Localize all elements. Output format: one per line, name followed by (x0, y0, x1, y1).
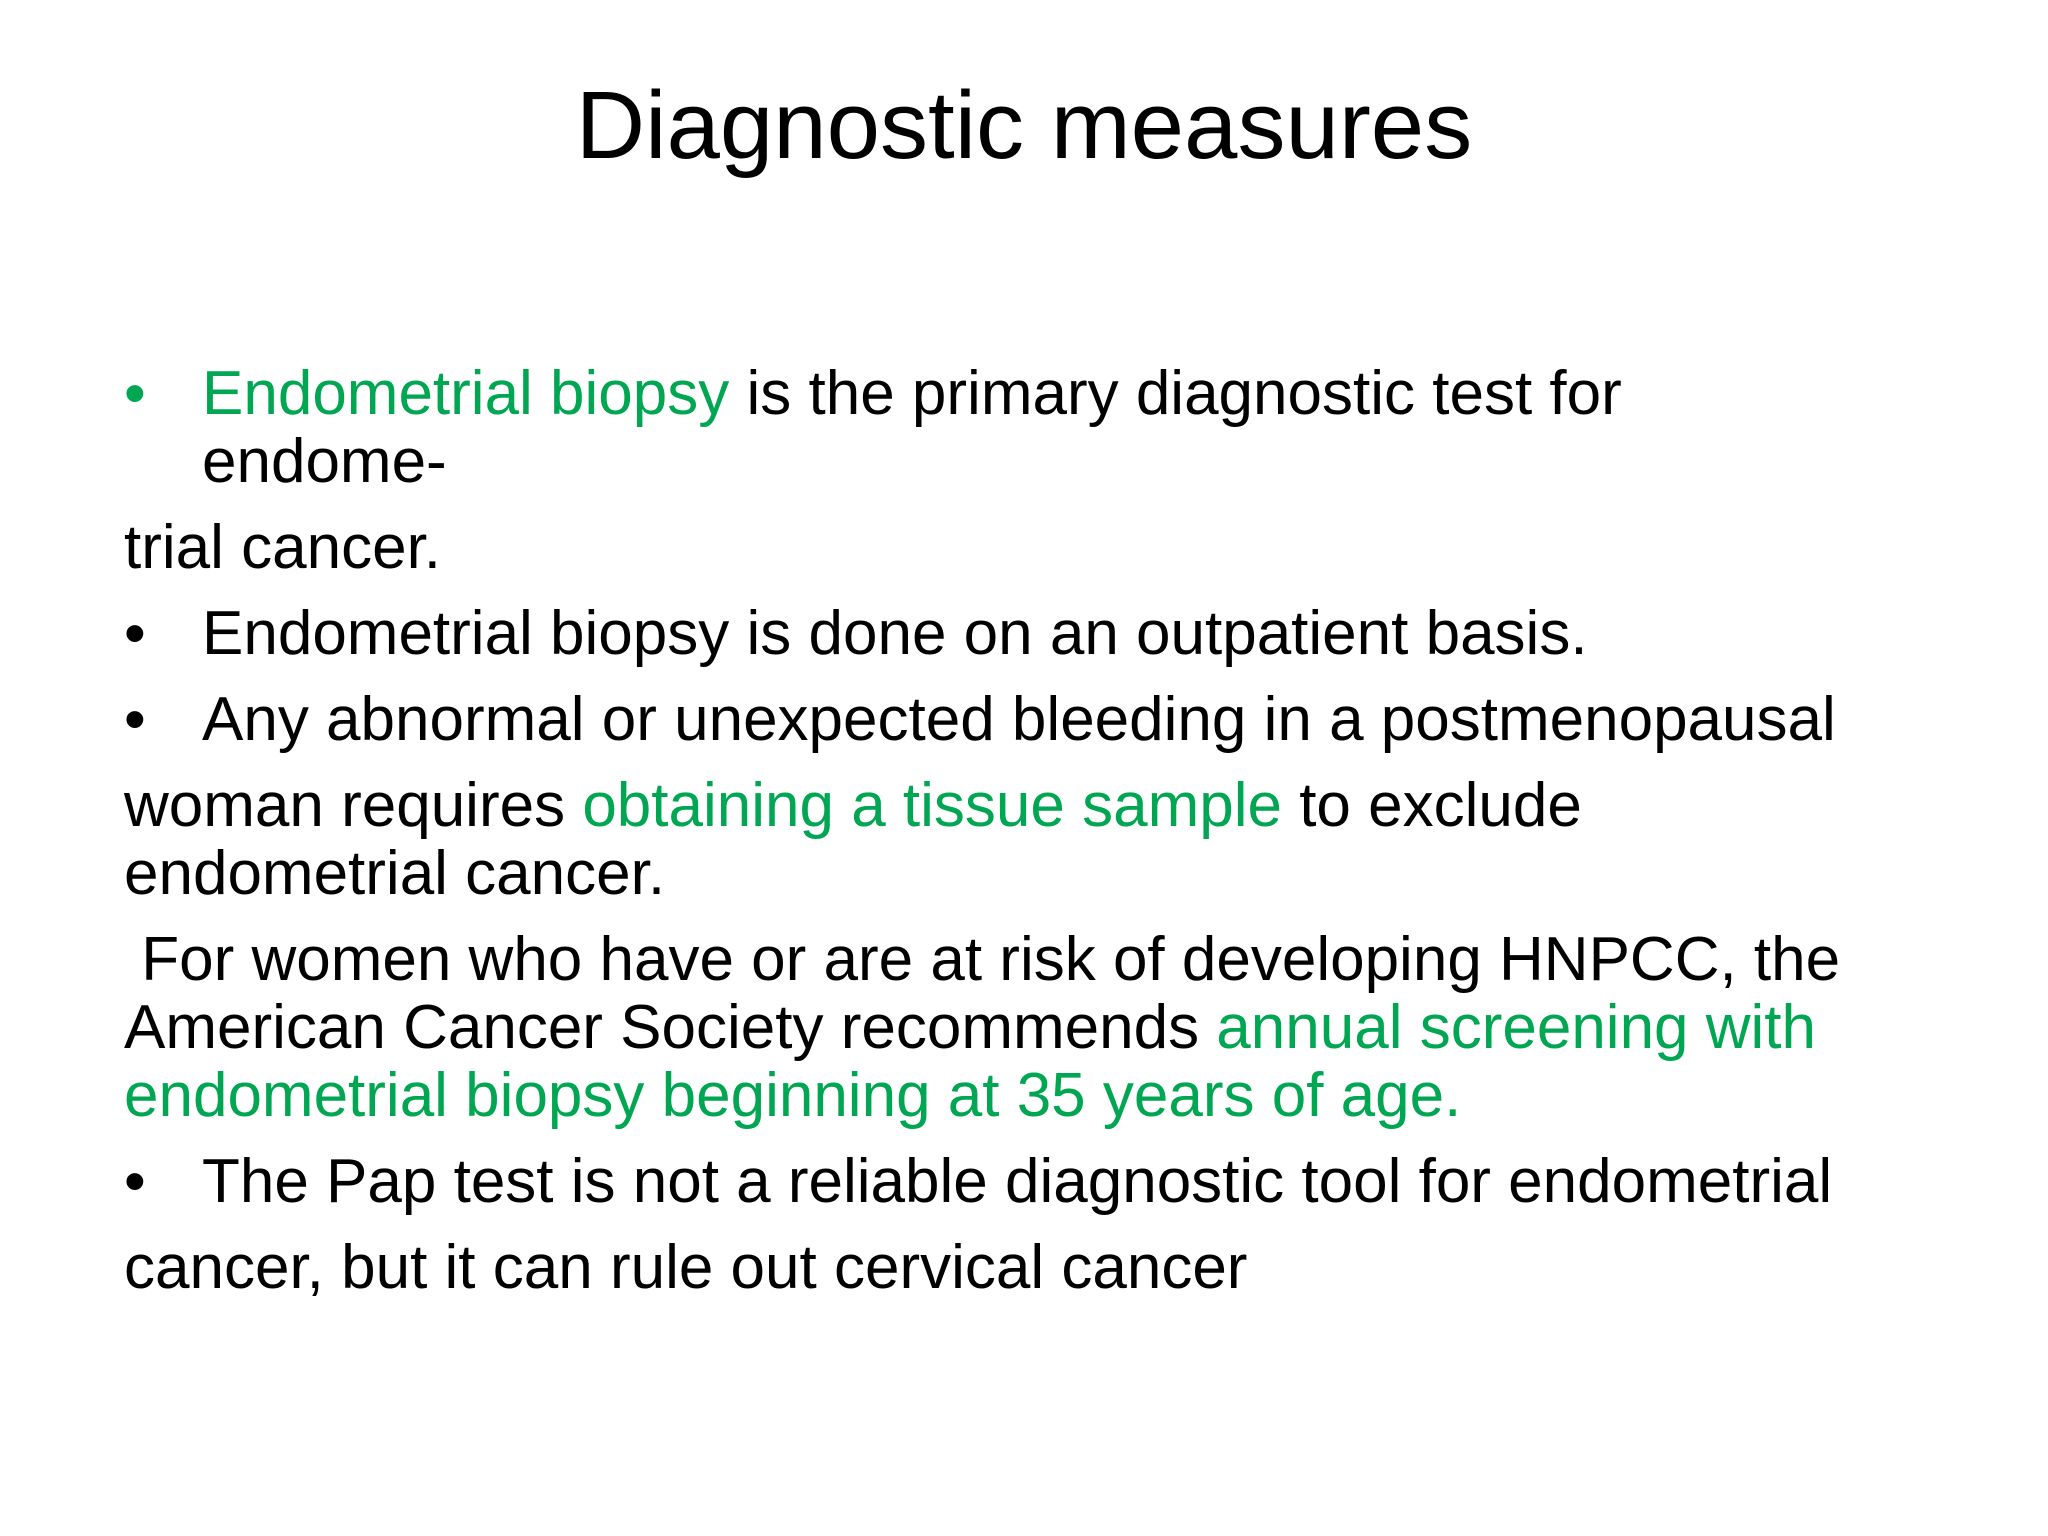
bullet-item-outpatient (124, 600, 1984, 668)
paragraph-hnpcc: For women who have or are at risk of developing HNPCC, the (124, 925, 1841, 994)
bullet-text: The Pap test is not a reliable diagnostic tool for endometrial (202, 1147, 1833, 1216)
paragraph-line (124, 994, 1984, 1062)
paragraph-continuation: cancer, but it can rule out cervical cancer (124, 1233, 1248, 1302)
highlight-tissue-sample: obtaining a tissue sample (582, 771, 1282, 840)
bullet-icon: • (124, 599, 146, 668)
highlight-annual-screening: annual screening with (1216, 993, 1817, 1062)
bullet-icon: • (124, 685, 146, 754)
bullet-icon: • (124, 359, 146, 428)
text-segment: to exclude (1281, 771, 1582, 840)
bullet-item-abnormal-bleeding (124, 686, 1984, 754)
bullet-item-pap-test (124, 1148, 1984, 1216)
bullet-item-biopsy-primary (124, 360, 1984, 428)
bullet-icon: • (124, 1147, 146, 1216)
text-segment: American Cancer Society recommends (124, 993, 1217, 1062)
highlight-biopsy-age: endometrial biopsy beginning at 35 years of age. (124, 1061, 1462, 1130)
bullet-continuation: endome- (202, 427, 447, 496)
highlight-endometrial-biopsy: Endometrial biopsy (202, 359, 730, 428)
paragraph-continuation: trial cancer. (124, 513, 442, 582)
bullet-text: Endometrial biopsy is done on an outpatient basis. (202, 599, 1588, 668)
slide-title: Diagnostic measures (575, 72, 1473, 179)
slide-body (124, 360, 1984, 1302)
bullet-text: is the primary diagnostic test for (729, 359, 1622, 428)
bullet-text: Any abnormal or unexpected bleeding in a postmenopausal (202, 685, 1836, 754)
paragraph-line (124, 772, 1984, 840)
text-segment: woman requires (124, 771, 583, 840)
paragraph-line: endometrial cancer. (124, 839, 666, 908)
